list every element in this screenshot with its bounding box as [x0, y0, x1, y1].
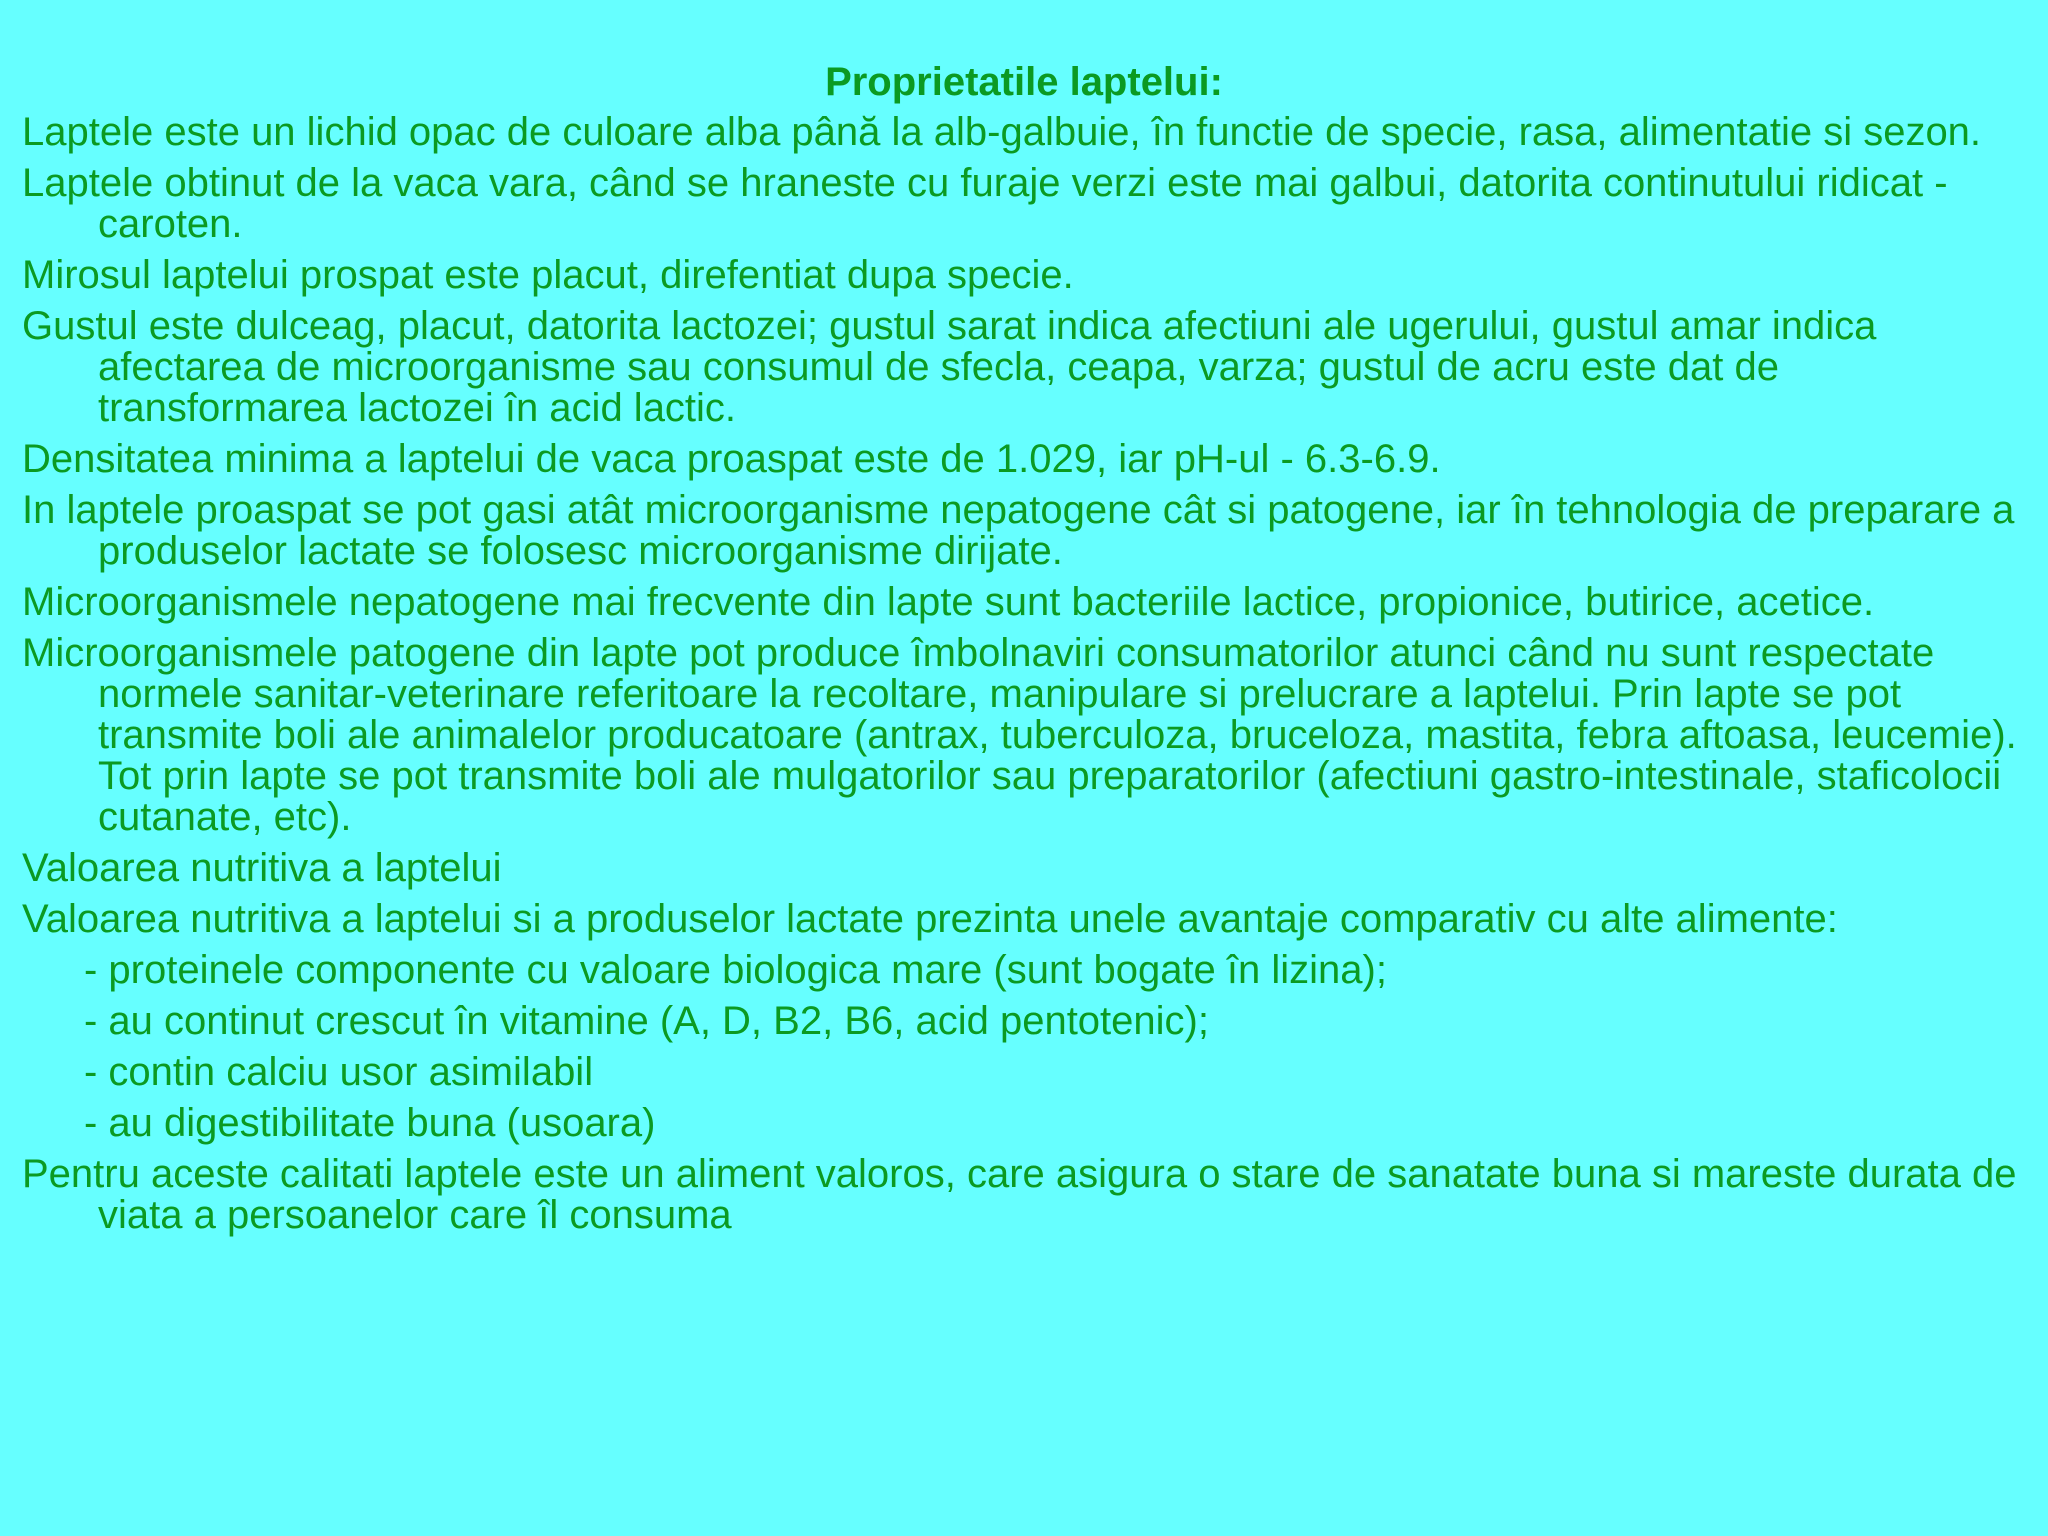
bullet-vitamins: - au continut crescut în vitamine (A, D, B2, B6, acid pentotenic);	[84, 999, 1209, 1043]
paragraph-nutritive-intro: Valoarea nutritiva a laptelui si a produselor lactate prezinta unele avantaje comparativ cu alte alimente:	[22, 897, 1838, 941]
paragraph-microorganisms: In laptele proaspat se pot gasi atât microorganisme nepatogene cât si patogene, iar în tehnologia de preparare a produselor lactate se folosesc microorganisme dirijate.	[22, 488, 2015, 573]
paragraph-nonpathogenic: Microorganismele nepatogene mai frecvente din lapte sunt bacteriile lactice, propionice, butirice, acetice.	[22, 580, 1875, 624]
paragraph-closing: Pentru aceste calitati laptele este un aliment valoros, care asigura o stare de sanatate buna si mareste durata de viata a persoanelor care îl consuma	[22, 1152, 2017, 1237]
bullet-digestibility: - au digestibilitate buna (usoara)	[84, 1101, 656, 1145]
paragraph-summer-milk: Laptele obtinut de la vaca vara, când se hraneste cu furaje verzi este mai galbui, datorita continutului ridicat -caroten.	[22, 161, 1948, 246]
paragraph-pathogenic: Microorganismele patogene din lapte pot produce îmbolnaviri consumatorilor atunci când nu sunt respectate normele sanitar-veterinare referitoare la recoltare, manipulare si prelucrare a laptelui. Prin lapte se pot transmite boli ale animalelor producatoare (antrax, tuberculoza, bruceloza, mastita, febra aftoasa, leucemie). Tot prin lapte se pot transmite boli ale mulgatorilor sau preparatorilor (afectiuni gastro-intestinale, staficolocii cutanate, etc).	[22, 631, 2017, 839]
bullet-calcium: - contin calciu usor asimilabil	[84, 1050, 594, 1094]
slide-title: Proprietatile laptelui:	[825, 60, 1223, 104]
paragraph-taste: Gustul este dulceag, placut, datorita lactozei; gustul sarat indica afectiuni ale ugerului, gustul amar indica afectarea de microorganisme sau consumul de sfecla, ceapa, varza; gustul de acru este dat de transformarea lactozei în acid lactic.	[22, 304, 1877, 430]
paragraph-nutritive-heading: Valoarea nutritiva a laptelui	[22, 846, 502, 890]
paragraph-smell: Mirosul laptelui prospat este placut, direfentiat dupa specie.	[22, 253, 1074, 297]
paragraph-density: Densitatea minima a laptelui de vaca proaspat este de 1.029, iar pH-ul - 6.3-6.9.	[22, 437, 1441, 481]
bullet-proteins: - proteinele componente cu valoare biologica mare (sunt bogate în lizina);	[84, 948, 1387, 992]
paragraph-color: Laptele este un lichid opac de culoare alba până la alb-galbuie, în functie de specie, rasa, alimentatie si sezon.	[22, 110, 1982, 154]
